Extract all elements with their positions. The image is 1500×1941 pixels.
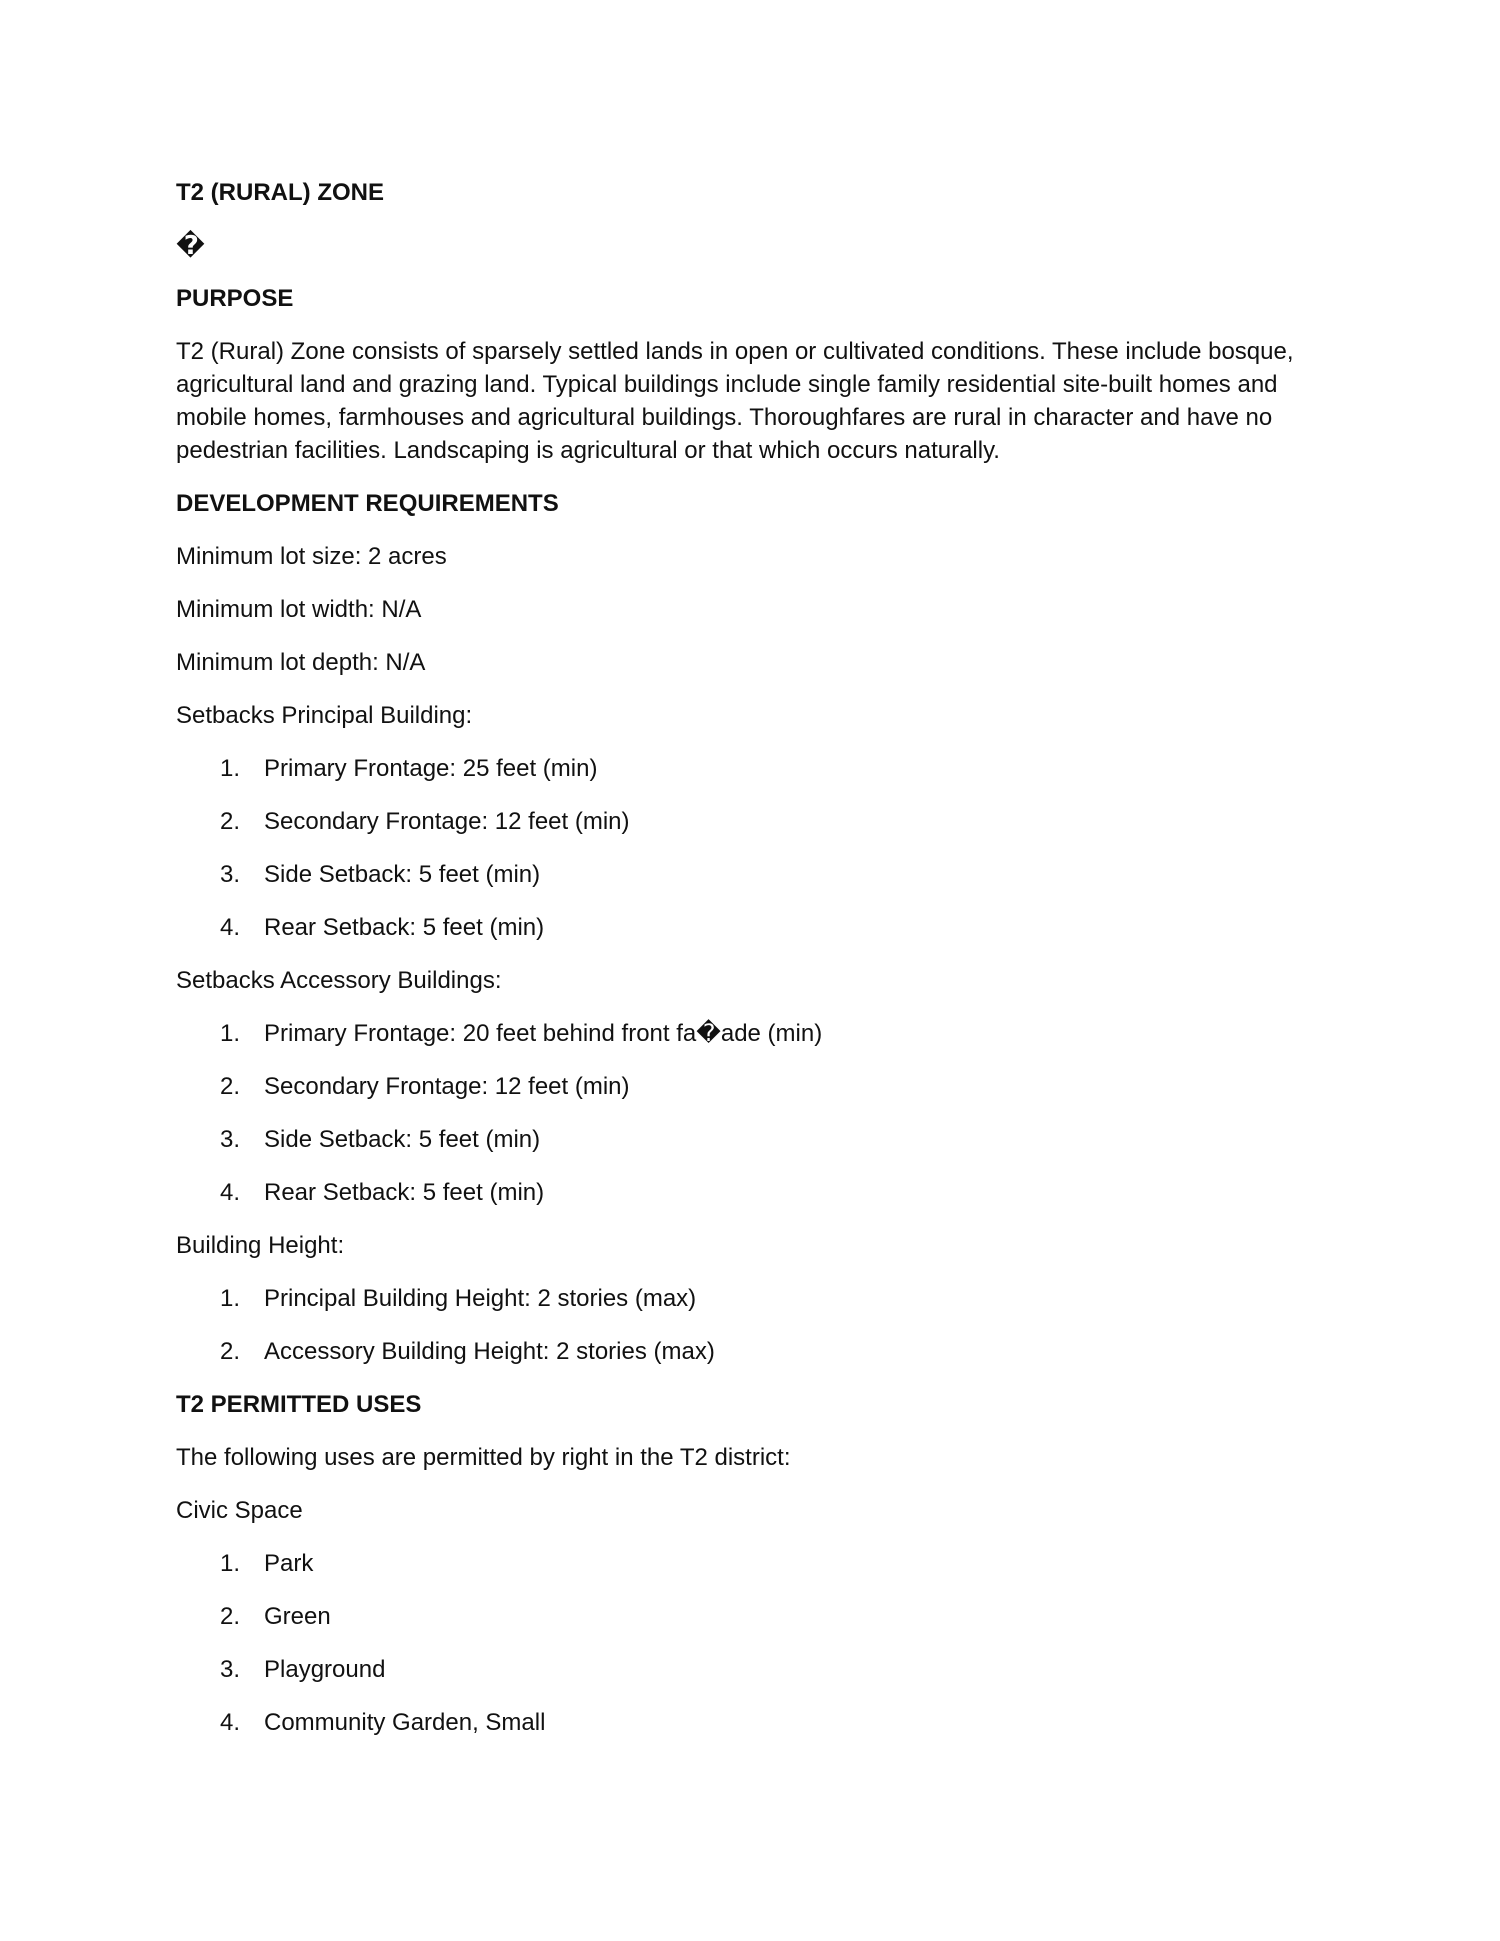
list-item-text: Side Setback: 5 feet (min) (264, 861, 541, 888)
list-item (176, 1123, 1326, 1156)
list-number: 3. (220, 861, 241, 888)
list-item (176, 805, 1326, 838)
list-item-text: Primary Frontage: 25 feet (min) (264, 755, 598, 782)
page-title: T2 (RURAL) ZONE (176, 179, 384, 206)
list-number: 4. (220, 914, 241, 941)
accessory-setbacks-label: Setbacks Accessory Buildings: (176, 967, 502, 994)
list-item-text: Rear Setback: 5 feet (min) (264, 914, 545, 941)
list-item-text: Park (264, 1550, 314, 1577)
min-lot-width: Minimum lot width: N/A (176, 596, 422, 623)
list-item (176, 1706, 1326, 1739)
list-number: 2. (220, 1073, 241, 1100)
building-height-list (176, 1282, 1326, 1368)
purpose-heading: PURPOSE (176, 285, 294, 312)
list-item-text: Accessory Building Height: 2 stories (max) (264, 1338, 715, 1365)
list-number: 2. (220, 1603, 241, 1630)
list-item-text: Side Setback: 5 feet (min) (264, 1126, 541, 1153)
list-number: 1. (220, 755, 241, 782)
list-item-text: Secondary Frontage: 12 feet (min) (264, 808, 630, 835)
list-number: 3. (220, 1656, 241, 1683)
list-item-text: Community Garden, Small (264, 1709, 546, 1736)
min-lot-depth: Minimum lot depth: N/A (176, 649, 426, 676)
list-item (176, 911, 1326, 944)
replacement-glyph: � (176, 230, 205, 260)
list-item (176, 1070, 1326, 1103)
list-item-text: Green (264, 1603, 331, 1630)
list-item-text: Secondary Frontage: 12 feet (min) (264, 1073, 630, 1100)
list-number: 3. (220, 1126, 241, 1153)
list-item (176, 1547, 1326, 1580)
civic-space-list (176, 1547, 1326, 1739)
civic-space-label: Civic Space (176, 1497, 303, 1524)
list-item (176, 752, 1326, 785)
list-number: 2. (220, 808, 241, 835)
list-number: 1. (220, 1285, 241, 1312)
list-item-text: Playground (264, 1656, 386, 1683)
list-number: 2. (220, 1338, 241, 1365)
list-item (176, 1335, 1326, 1368)
permitted-uses-intro: The following uses are permitted by right in the T2 district: (176, 1444, 791, 1471)
document-content (176, 176, 1326, 1759)
list-item-text: Principal Building Height: 2 stories (max) (264, 1285, 697, 1312)
list-number: 1. (220, 1020, 241, 1047)
list-item (176, 1017, 1326, 1050)
principal-setbacks-list (176, 752, 1326, 944)
list-item (176, 1653, 1326, 1686)
principal-setbacks-label: Setbacks Principal Building: (176, 702, 473, 729)
list-item (176, 1176, 1326, 1209)
list-item-text: Primary Frontage: 20 feet behind front fa�ade (min) (264, 1020, 823, 1047)
list-item-text: Rear Setback: 5 feet (min) (264, 1179, 545, 1206)
building-height-label: Building Height: (176, 1232, 345, 1259)
list-number: 1. (220, 1550, 241, 1577)
list-number: 4. (220, 1709, 241, 1736)
list-item (176, 1282, 1326, 1315)
list-item (176, 1600, 1326, 1633)
accessory-setbacks-list (176, 1017, 1326, 1209)
purpose-paragraph: T2 (Rural) Zone consists of sparsely settled lands in open or cultivated conditions. These include bosque, agricultural land and grazing land. Typical buildings include single family residential site-built homes and mobile homes, farmhouses and agricultural buildings. Thoroughfares are rural in character and have no pedestrian facilities. Landscaping is agricultural or that which occurs naturally. (176, 338, 1294, 464)
list-number: 4. (220, 1179, 241, 1206)
development-heading: DEVELOPMENT REQUIREMENTS (176, 490, 559, 517)
permitted-uses-heading: T2 PERMITTED USES (176, 1391, 422, 1418)
min-lot-size: Minimum lot size: 2 acres (176, 543, 447, 570)
list-item (176, 858, 1326, 891)
